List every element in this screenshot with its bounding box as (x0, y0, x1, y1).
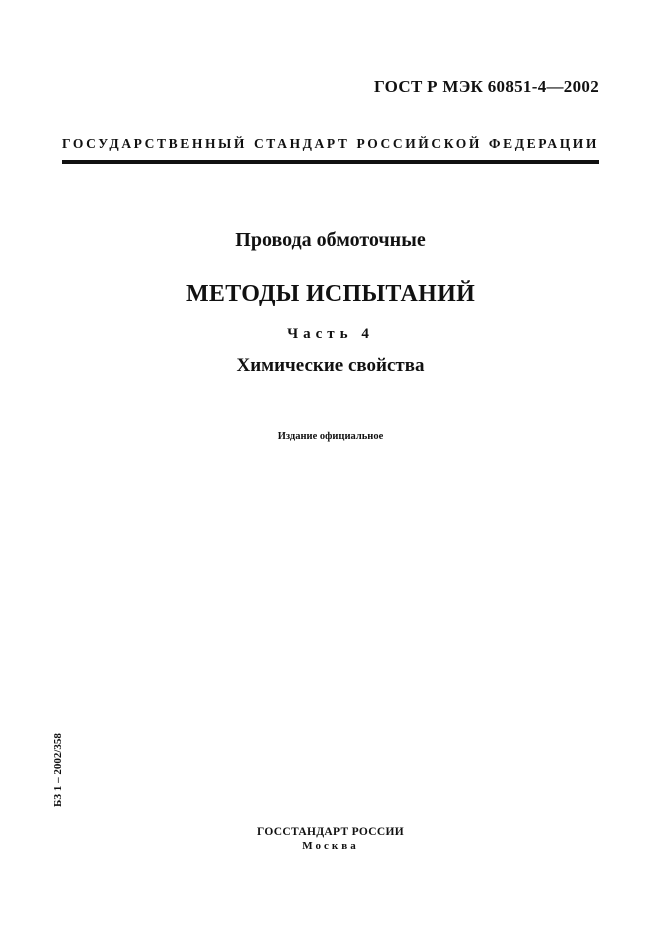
document-subtitle: Химические свойства (236, 355, 425, 376)
state-standard-heading: ГОСУДАРСТВЕННЫЙ СТАНДАРТ РОССИЙСКОЙ ФЕДЕРАЦИИ (62, 136, 599, 151)
document-methods-title: МЕТОДЫ ИСПЫТАНИЙ (185, 281, 476, 307)
publisher-city: Москва (302, 840, 359, 852)
edition-note: Издание официальное (277, 431, 384, 442)
header-rule (62, 160, 599, 164)
document-title: Провода обмоточные (235, 229, 426, 251)
side-catalog-code: БЗ 1 – 2002/358 (52, 733, 64, 807)
publisher: ГОССТАНДАРТ РОССИИ (257, 826, 404, 838)
standard-number: ГОСТ Р МЭК 60851-4—2002 (373, 77, 599, 96)
part-label: Часть 4 (287, 326, 374, 342)
